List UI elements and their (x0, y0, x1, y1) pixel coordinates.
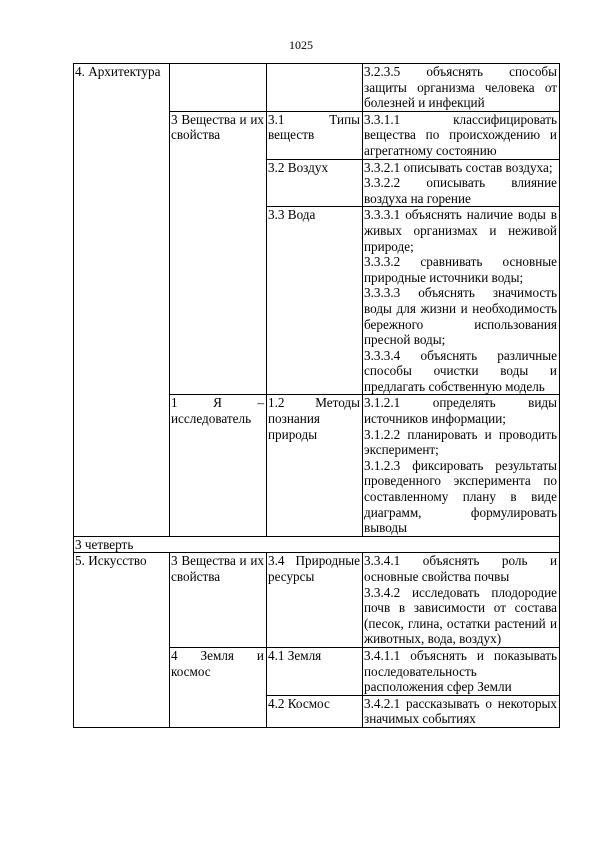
quarter-row (74, 536, 560, 553)
table-row (74, 553, 560, 648)
objective-text: 3.3.3.2 сравнивать основные природные источники воды; (364, 254, 557, 285)
page-number: 1025 (289, 38, 313, 52)
subsection-cell (267, 207, 363, 395)
objective-text: 3.4.2.1 рассказывать о некоторых значимых событиях (364, 695, 557, 727)
section-label: 3 Вещества и их свойства (171, 111, 264, 143)
section-cell (170, 553, 267, 648)
section-label: 3 Вещества и их свойства (171, 553, 264, 584)
table-row (74, 64, 560, 112)
objective-text: 3.3.3.3 объяснять значимость воды для жизни и необходимость бережного использования пресной воды; (364, 285, 557, 348)
theme-label: 4. Архитектура (75, 64, 161, 79)
objective-text: 3.3.2.2 описывать влияние воздуха на горение (364, 175, 557, 206)
subsection-label: 3.1 Типы веществ (268, 111, 360, 143)
objective-text: 3.3.4.2 исследовать плодородие почв в зависимости от состава (песок, глина, остатки растений и животных, вода, воздух) (364, 584, 557, 647)
objective-text: 3.4.1.1 объяснять и показывать последовательность расположения сфер Земли (364, 647, 557, 695)
subsection-cell (267, 64, 363, 112)
subsection-label: 3.3 Вода (268, 207, 316, 223)
section-label: 1 Я – исследователь (171, 395, 264, 427)
objectives-cell (363, 647, 560, 695)
objective-text: 3.3.3.4 объяснять различные способы очистки воды и предлагать собственную модель (364, 347, 557, 394)
subsection-cell (267, 111, 363, 159)
objective-text: 3.1.2.3 фиксировать результаты проведенного эксперимента по составленному плану в виде диаграмм, формулировать выводы (364, 457, 557, 536)
curriculum-table (73, 63, 560, 728)
objective-text: 3.1.2.2 планировать и проводить эксперимент; (364, 426, 557, 458)
cross-cutting-theme-cell (74, 64, 170, 537)
subsection-cell (267, 553, 363, 648)
section-cell (170, 111, 267, 395)
subsection-cell (267, 395, 363, 536)
subsection-label: 4.1 Земля (268, 647, 322, 663)
objectives-cell (363, 207, 560, 395)
subsection-cell (267, 695, 363, 727)
theme-label: 5. Искусство (75, 553, 147, 569)
objective-text: 3.3.1.1 классифицировать вещества по происхождению и агрегатному состоянию (364, 111, 557, 158)
subsection-label: 4.2 Космос (268, 695, 330, 711)
section-cell (170, 647, 267, 727)
subsection-label: 3.2 Воздух (268, 159, 329, 175)
objectives-cell (363, 111, 560, 159)
objective-text: 3.3.4.1 объяснять роль и основные свойства почвы (364, 553, 557, 584)
objectives-cell (363, 695, 560, 727)
objective-text: 3.2.3.5 объяснять способы защиты организма человека от болезней и инфекций (364, 64, 557, 111)
objectives-cell (363, 64, 560, 112)
objectives-cell (363, 159, 560, 207)
objective-text: 3.3.3.1 объяснять наличие воды в живых организмах и неживой природе; (364, 207, 557, 254)
cross-cutting-theme-cell (74, 553, 170, 728)
objective-text: 3.1.2.1 определять виды источников информации; (364, 395, 557, 427)
subsection-cell (267, 647, 363, 695)
subsection-cell (267, 159, 363, 207)
section-cell (170, 64, 267, 112)
section-label: 4 Земля и космос (171, 647, 264, 679)
subsection-label: 3.4 Природные ресурсы (268, 553, 360, 584)
subsection-label: 1.2 Методы познания природы (268, 395, 360, 442)
objective-text: 3.3.2.1 описывать состав воздуха; (364, 159, 553, 175)
quarter-heading-cell (74, 536, 560, 553)
objectives-cell (363, 395, 560, 536)
quarter-heading: 3 четверть (75, 536, 134, 552)
objectives-cell (363, 553, 560, 648)
section-cell (170, 395, 267, 536)
